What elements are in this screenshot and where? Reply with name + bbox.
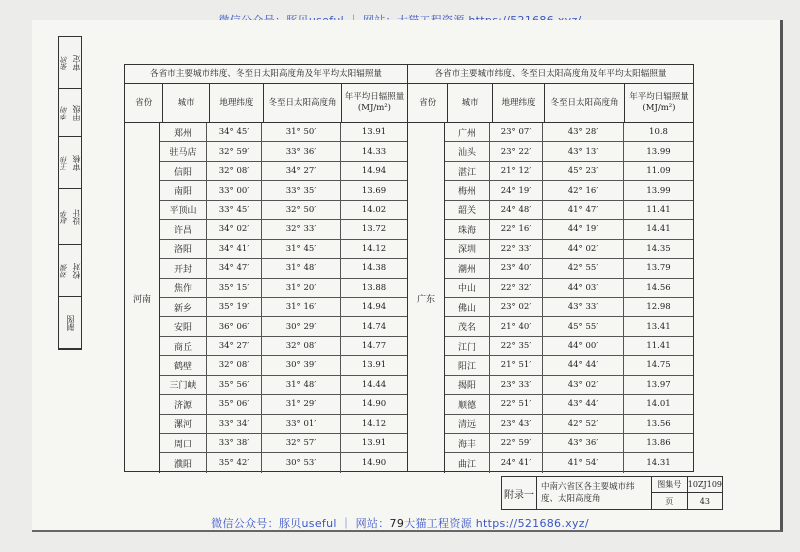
altitude-cell: 44° 44′	[543, 356, 624, 374]
latitude-cell: 22° 33′	[490, 240, 543, 258]
city-cell: 佛山	[445, 298, 490, 316]
strip-label: 设计	[71, 208, 81, 225]
radiation-cell: 13.56	[646, 418, 671, 429]
strip-cell	[59, 297, 81, 349]
latitude-cell: 35° 19′	[207, 298, 262, 316]
radiation-cell: 14.74	[361, 321, 387, 332]
latitude-cell: 23° 33′	[490, 376, 543, 394]
table-row	[445, 415, 693, 434]
latitude-cell: 35° 56′	[207, 376, 262, 394]
radiation-cell: 11.41	[646, 204, 671, 215]
table-row	[160, 415, 407, 434]
altitude-cell: 31° 48′	[262, 259, 341, 277]
atlas-label: 图集号	[652, 477, 688, 493]
province-cell: 广东	[408, 123, 445, 473]
city-cell: 三门峡	[160, 376, 207, 394]
table-row	[445, 298, 693, 317]
table-row	[445, 279, 693, 298]
radiation-cell: 14.02	[361, 204, 387, 215]
city-cell: 汕头	[445, 142, 490, 160]
latitude-cell: 33° 34′	[207, 415, 262, 433]
altitude-cell: 42° 52′	[543, 415, 624, 433]
altitude-cell: 43° 36′	[543, 434, 624, 452]
radiation-cell: 13.91	[361, 360, 387, 371]
radiation-cell: 11.09	[646, 166, 671, 177]
altitude-cell: 33° 35′	[262, 181, 341, 199]
radiation-cell: 13.72	[361, 224, 387, 235]
drawing-name: 中南六省区各主要城市纬度、太阳高度角	[537, 477, 652, 509]
table-row	[160, 162, 407, 181]
signature: 刘强	[59, 263, 68, 278]
header-radiation-unit: (MJ/m²)	[357, 103, 391, 113]
table-row	[445, 259, 693, 278]
table-row	[160, 123, 407, 142]
radiation-cell: 13.41	[646, 321, 671, 332]
city-cell: 南阳	[160, 181, 207, 199]
radiation-cell: 14.90	[361, 458, 387, 469]
latitude-cell: 34° 41′	[207, 240, 262, 258]
table-row	[445, 337, 693, 356]
city-cell: 开封	[160, 259, 207, 277]
table-row	[160, 201, 407, 220]
altitude-cell: 31° 16′	[262, 298, 341, 316]
table-row	[445, 395, 693, 414]
rows-right	[445, 123, 693, 473]
page-label: 页	[652, 493, 688, 509]
latitude-cell: 23° 43′	[490, 415, 543, 433]
latitude-cell: 34° 47′	[207, 259, 262, 277]
table-row	[445, 317, 693, 336]
city-cell: 平顶山	[160, 201, 207, 219]
altitude-cell: 30° 53′	[262, 453, 341, 472]
latitude-cell: 34° 02′	[207, 220, 262, 238]
radiation-cell: 13.88	[361, 282, 387, 293]
rows-left	[160, 123, 407, 473]
city-cell: 洛阳	[160, 240, 207, 258]
table-row	[445, 240, 693, 259]
header-latitude: 地理纬度	[210, 84, 264, 122]
altitude-cell: 42° 55′	[543, 259, 624, 277]
city-cell: 潮州	[445, 259, 490, 277]
altitude-cell: 44° 02′	[543, 240, 624, 258]
altitude-cell: 32° 08′	[262, 337, 341, 355]
header-radiation-label: 年平均日辐照量	[344, 92, 405, 102]
altitude-cell: 34° 27′	[262, 162, 341, 180]
city-cell: 阳江	[445, 356, 490, 374]
strip-cell	[59, 89, 81, 137]
altitude-cell: 31° 50′	[262, 123, 341, 141]
radiation-cell: 14.35	[646, 243, 671, 254]
latitude-cell: 23° 07′	[490, 123, 543, 141]
city-cell: 韶关	[445, 201, 490, 219]
latitude-cell: 22° 59′	[490, 434, 543, 452]
header-city: 城市	[163, 84, 209, 122]
city-cell: 顺德	[445, 395, 490, 413]
latitude-cell: 35° 42′	[207, 453, 262, 472]
radiation-cell: 13.91	[361, 127, 387, 138]
table-row	[160, 240, 407, 259]
altitude-cell: 30° 29′	[262, 317, 341, 335]
city-cell: 周口	[160, 434, 207, 452]
altitude-cell: 31° 20′	[262, 279, 341, 297]
city-cell: 郑州	[160, 123, 207, 141]
signature: 李明	[59, 105, 68, 120]
city-cell: 海丰	[445, 434, 490, 452]
altitude-cell: 32° 50′	[262, 201, 341, 219]
radiation-cell: 14.31	[646, 458, 671, 469]
radiation-cell: 14.56	[646, 282, 671, 293]
strip-label: 甲级	[71, 104, 81, 121]
altitude-cell: 30° 39′	[262, 356, 341, 374]
header-altitude: 冬至日太阳高度角	[545, 84, 625, 122]
latitude-cell: 24° 48′	[490, 201, 543, 219]
header-province: 省份	[408, 84, 448, 122]
page-number: 43	[699, 496, 710, 506]
radiation-cell: 14.38	[361, 263, 387, 274]
table-row	[160, 298, 407, 317]
table-title: 各省市主要城市纬度、冬至日太阳高度角及年平均太阳辐照量	[408, 65, 693, 84]
strip-label: 审核	[71, 154, 81, 171]
table-row	[445, 142, 693, 161]
radiation-cell: 13.91	[361, 438, 387, 449]
city-cell: 信阳	[160, 162, 207, 180]
city-cell: 揭阳	[445, 376, 490, 394]
latitude-cell: 33° 45′	[207, 201, 262, 219]
altitude-cell: 42° 16′	[543, 181, 624, 199]
table-row	[445, 201, 693, 220]
city-cell: 中山	[445, 279, 490, 297]
city-cell: 茂名	[445, 317, 490, 335]
city-cell: 广州	[445, 123, 490, 141]
table-row	[445, 434, 693, 453]
city-cell: 安阳	[160, 317, 207, 335]
altitude-cell: 32° 57′	[262, 434, 341, 452]
radiation-cell: 14.90	[361, 399, 387, 410]
latitude-cell: 21° 40′	[490, 317, 543, 335]
table-row	[445, 376, 693, 395]
radiation-cell: 14.77	[361, 341, 387, 352]
latitude-cell: 36° 06′	[207, 317, 262, 335]
latitude-cell: 32° 08′	[207, 356, 262, 374]
header-altitude: 冬至日太阳高度角	[264, 84, 342, 122]
radiation-cell: 12.98	[646, 302, 671, 313]
strip-cell	[59, 137, 81, 189]
latitude-cell: 33° 38′	[207, 434, 262, 452]
table-left-henan	[125, 65, 408, 471]
signature: 王伟	[59, 155, 68, 170]
table-header	[125, 84, 407, 123]
table-row	[160, 453, 407, 472]
latitude-cell: 34° 27′	[207, 337, 262, 355]
radiation-cell: 13.99	[646, 146, 671, 157]
table-row	[160, 181, 407, 200]
radiation-cell: 13.69	[361, 185, 387, 196]
radiation-cell: 13.79	[646, 263, 671, 274]
altitude-cell: 33° 01′	[262, 415, 341, 433]
radiation-cell: 14.41	[646, 224, 671, 235]
city-cell: 梅州	[445, 181, 490, 199]
altitude-cell: 44° 03′	[543, 279, 624, 297]
latitude-cell: 22° 16′	[490, 220, 543, 238]
city-cell: 鹤壁	[160, 356, 207, 374]
city-cell: 新乡	[160, 298, 207, 316]
latitude-cell: 21° 12′	[490, 162, 543, 180]
latitude-cell: 23° 02′	[490, 298, 543, 316]
city-cell: 济源	[160, 395, 207, 413]
title-block	[501, 476, 723, 510]
table-row	[445, 162, 693, 181]
table-row	[160, 317, 407, 336]
altitude-cell: 33° 36′	[262, 142, 341, 160]
watermark-bottom-pre: 微信公众号：豚贝useful ｜ 网站	[211, 517, 379, 530]
latitude-cell: 32° 08′	[207, 162, 262, 180]
radiation-cell: 14.44	[361, 379, 387, 390]
radiation-cell: 10.8	[649, 127, 668, 138]
radiation-cell: 14.12	[361, 243, 387, 254]
latitude-cell: 21° 51′	[490, 356, 543, 374]
table-row	[160, 356, 407, 375]
watermark-bottom-post: 大猫工程资源 https://521686.xyz/	[404, 517, 589, 530]
city-cell: 商丘	[160, 337, 207, 355]
table-row	[160, 337, 407, 356]
radiation-cell: 14.94	[361, 166, 387, 177]
city-cell: 江门	[445, 337, 490, 355]
signature: 赵华	[59, 209, 68, 224]
strip-cell	[59, 37, 81, 89]
latitude-cell: 23° 40′	[490, 259, 543, 277]
latitude-cell: 34° 45′	[207, 123, 262, 141]
strip-label: 校对	[71, 262, 81, 279]
table-row	[160, 376, 407, 395]
radiation-cell: 11.41	[646, 341, 671, 352]
altitude-cell: 45° 55′	[543, 317, 624, 335]
header-radiation	[625, 84, 693, 122]
altitude-cell: 43° 02′	[543, 376, 624, 394]
latitude-cell: 24° 41′	[490, 453, 543, 472]
radiation-cell: 14.33	[361, 146, 387, 157]
watermark-page-number: 79	[389, 517, 405, 530]
radiation-cell: 13.86	[646, 438, 671, 449]
table-row	[445, 220, 693, 239]
table-row	[160, 434, 407, 453]
altitude-cell: 43° 28′	[543, 123, 624, 141]
city-cell: 曲江	[445, 453, 490, 472]
altitude-cell: 44° 00′	[543, 337, 624, 355]
latitude-cell: 35° 15′	[207, 279, 262, 297]
strip-cell	[59, 189, 81, 245]
city-cell: 焦作	[160, 279, 207, 297]
latitude-cell: 33° 00′	[207, 181, 262, 199]
header-radiation	[342, 84, 407, 122]
province-cell: 河南	[125, 123, 160, 473]
altitude-cell: 43° 44′	[543, 395, 624, 413]
table-row	[445, 123, 693, 142]
table-row	[160, 220, 407, 239]
city-cell: 深圳	[445, 240, 490, 258]
strip-cell	[59, 245, 81, 297]
appendix-label: 附录一	[502, 477, 537, 509]
table-row	[445, 453, 693, 472]
city-cell: 珠海	[445, 220, 490, 238]
table-row	[445, 181, 693, 200]
radiation-cell: 14.75	[646, 360, 671, 371]
altitude-cell: 31° 45′	[262, 240, 341, 258]
city-cell: 漯河	[160, 415, 207, 433]
header-radiation-label: 年平均日辐照量	[629, 92, 689, 102]
table-right-guangdong	[408, 65, 693, 471]
latitude-cell: 22° 32′	[490, 279, 543, 297]
latitude-cell: 24° 19′	[490, 181, 543, 199]
table-row	[160, 259, 407, 278]
city-cell: 湛江	[445, 162, 490, 180]
altitude-cell: 41° 54′	[543, 453, 624, 472]
header-latitude: 地理纬度	[493, 84, 545, 122]
altitude-cell: 43° 13′	[543, 142, 624, 160]
altitude-cell: 41° 47′	[543, 201, 624, 219]
radiation-cell: 14.01	[646, 399, 671, 410]
altitude-cell: 45° 23′	[543, 162, 624, 180]
latitude-cell: 32° 59′	[207, 142, 262, 160]
city-cell: 驻马店	[160, 142, 207, 160]
table-title: 各省市主要城市纬度、冬至日太阳高度角及年平均太阳辐照量	[125, 65, 407, 84]
watermark-bottom: 微信公众号：豚贝useful ｜ 网站：79大猫工程资源 https://521686.xyz/	[211, 517, 589, 530]
table-row	[160, 142, 407, 161]
table-row	[160, 395, 407, 414]
radiation-cell: 14.12	[361, 418, 387, 429]
table-header	[408, 84, 693, 123]
atlas-number: 10ZJ109	[688, 477, 722, 493]
strip-label: 审定	[71, 54, 81, 71]
city-cell: 濮阳	[160, 453, 207, 472]
signoff-strip	[58, 36, 82, 350]
altitude-cell: 44° 19′	[543, 220, 624, 238]
strip-label: 制图	[65, 314, 75, 331]
radiation-cell: 13.99	[646, 185, 671, 196]
radiation-cell: 13.97	[646, 379, 671, 390]
table-row	[160, 279, 407, 298]
city-cell: 许昌	[160, 220, 207, 238]
altitude-cell: 32° 33′	[262, 220, 341, 238]
radiation-cell: 14.94	[361, 302, 387, 313]
header-province: 省份	[125, 84, 163, 122]
city-cell: 清远	[445, 415, 490, 433]
header-city: 城市	[448, 84, 492, 122]
latitude-cell: 35° 06′	[207, 395, 262, 413]
table-row	[445, 356, 693, 375]
altitude-cell: 31° 48′	[262, 376, 341, 394]
latitude-cell: 22° 51′	[490, 395, 543, 413]
data-table	[124, 64, 694, 472]
altitude-cell: 31° 29′	[262, 395, 341, 413]
latitude-cell: 22° 35′	[490, 337, 543, 355]
altitude-cell: 43° 33′	[543, 298, 624, 316]
latitude-cell: 23° 22′	[490, 142, 543, 160]
header-radiation-unit: (MJ/m²)	[642, 103, 676, 113]
signature: 张欣	[59, 55, 68, 70]
